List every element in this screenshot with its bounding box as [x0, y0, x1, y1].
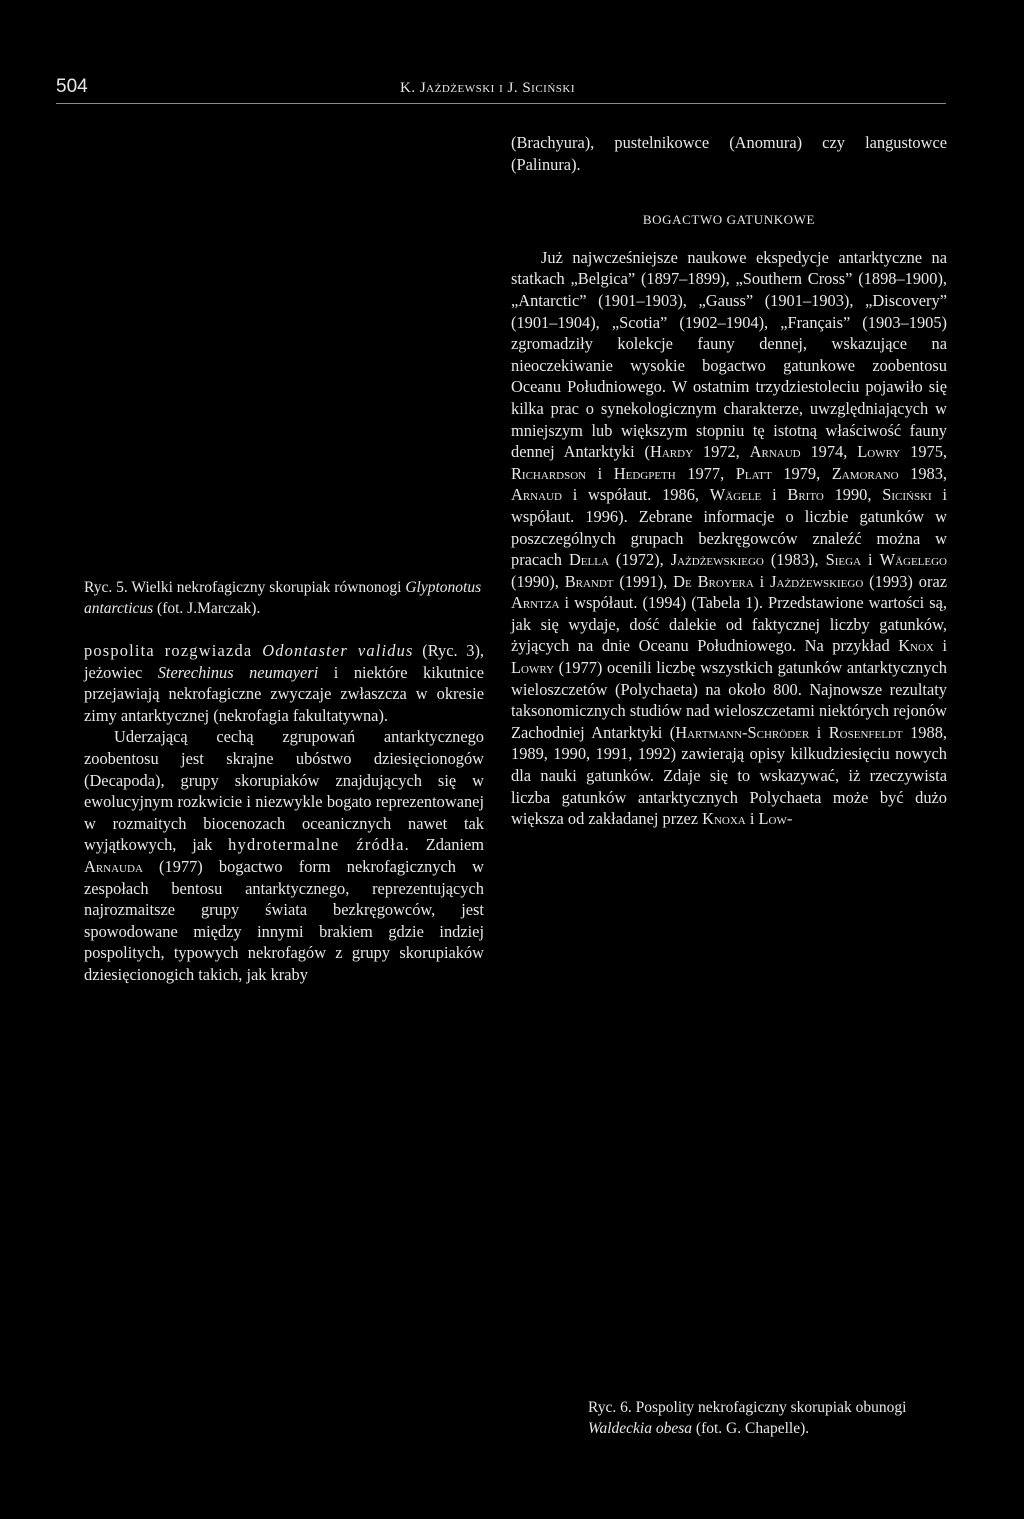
species-name: Glyptonotus antarcticus	[84, 579, 482, 617]
author-name: Lowry	[857, 442, 901, 462]
text-run: i współaut. 1996). Zebrane informacje o liczbie gatunków w poszczególnych grupach bezkręgowców znaleźć można w pracach	[511, 485, 948, 570]
text-run: 1972,	[693, 442, 750, 462]
species-name: Odontaster validus	[262, 641, 414, 660]
text-run: (1977) bogactwo form nekrofagicznych w zespołach bentosu antarktycznego, reprezentujących najrozmaitsze grupy świata bezkręgowców, jest spowodowane między innymi brakiem gdzie indziej pospolitych, typowych nekrofagów z grupy skorupiaków dziesięcionogich takich, jak kraby	[84, 856, 484, 984]
author-name: Knoxa	[702, 809, 746, 829]
author-name: Wägelego	[879, 550, 947, 570]
text-run: i	[933, 636, 947, 656]
photo-credit: (fot. G. Chapelle).	[692, 1420, 810, 1437]
author-name: Hartmann-Schröder	[675, 722, 810, 742]
paragraph	[84, 640, 484, 726]
text-run: 1979,	[771, 463, 832, 483]
author-name: Arntza	[511, 593, 560, 613]
page-number: 504	[56, 76, 88, 97]
text-run: 1975,	[900, 442, 948, 462]
species-name: Waldeckia obesa	[588, 1420, 693, 1437]
text-run: Już najwcześniejsze naukowe ekspedycje antarktyczne na statkach „Belgica” (1897–1899), „Southern Cross” (1898–1900), „Antarctic” (1901–1903), „Gauss” (1901–1903), „Discovery” (1901–1904), „Scotia” (1902–1904), „Français” (1903–1905) zgromadziły kolekcje fauny dennej, wskazujące na nieoczekiwanie wysokie bogactwo gatunkowe zoobentosu Oceanu Południowego. W ostatnim trzydziestoleciu pojawiło się kilka prac o synekologicznym charakterze, uwzględniających w mniejszym lub większym stopniu tę istotną właściwość fauny dennej Antarktyki (	[511, 247, 947, 462]
text-run: (1983),	[763, 550, 826, 570]
text-run: (1990),	[511, 571, 565, 591]
text-run: (Ryc. 3), jeżowiec	[84, 641, 485, 682]
author-name: Low-	[758, 809, 793, 829]
text-run: i	[761, 485, 788, 505]
author-name: Jażdżewskiego	[770, 571, 864, 591]
text-run: 1974,	[800, 442, 858, 462]
author-name: Siega	[825, 550, 862, 570]
author-name: Richardson	[511, 463, 587, 483]
author-name: Arnauda	[84, 856, 143, 876]
text-run: Uderzającą cechą zgrupowań antarktycznego zoobentosu jest skrajne ubóstwo dziesięcionogów (Decapoda), grupy skorupiaków znajdujących się w ewolucyjnym rozkwicie i niezwykle bogato reprezentowanej w rozmaitych biocenozach oceanicznych nawet tak wyjątkowych, jak	[84, 727, 484, 855]
author-name: Knox	[898, 636, 934, 656]
author-name: Platt	[735, 463, 772, 483]
figure-label: Ryc. 6.	[588, 1399, 632, 1416]
text-run: (1977) ocenili liczbę wszystkich gatunków antarktycznych wieloszczetów (Polychaeta) na około 800. Najnowsze rezultaty taksonomicznych studiów nad wieloszczetami niektórych rejonów Zachodniej Antarktyki (	[511, 658, 947, 742]
species-name: Sterechinus neumayeri	[157, 662, 319, 682]
author-name: Siciński	[882, 485, 932, 505]
text-run: i	[753, 571, 771, 591]
author-name: Jażdżewskiego	[670, 550, 764, 570]
paragraph: (Brachyura), pustelnikowce (Anomura) czy langustowce (Palinura).	[511, 133, 947, 174]
left-column	[84, 640, 484, 986]
paragraph	[84, 726, 484, 985]
right-column	[511, 132, 947, 830]
text-run: (1991),	[613, 571, 674, 591]
running-head: K. Jażdżewski i J. Siciński	[400, 80, 575, 96]
header-rule	[56, 103, 946, 104]
author-name: Hedgpeth	[613, 463, 676, 483]
text-run: i	[861, 550, 880, 570]
author-name: Hardy	[650, 442, 694, 462]
photo-credit: (fot. J.Marczak).	[153, 600, 261, 617]
text-run: 1988, 1989, 1990, 1991, 1992) zawierają opisy kilkudziesięciu nowych dla nauki gatunków. Zdaje się to wskazywać, iż rzeczywista liczba gatunków antarktycznych Polychaeta może być dużo większa od zakładanej przez	[511, 722, 947, 829]
caption-text: Pospolity nekrofagiczny skorupiak obunogi	[631, 1399, 907, 1416]
text-run: Zdaniem	[409, 835, 484, 855]
text-run: i niektóre kikutnice przejawiają nekrofagiczne zwyczaje zwłaszcza w okresie zimy antarktycznej (nekrofagia fakultatywna).	[84, 662, 485, 725]
author-name: Lowry	[511, 658, 555, 678]
text-run: 1983,	[898, 463, 948, 483]
text-run: pospolita rozgwiazda	[84, 641, 263, 660]
figure-6-caption	[588, 1397, 968, 1439]
author-name: Arnaud	[749, 442, 801, 462]
author-name: Rosenfeldt	[828, 722, 903, 742]
text-run: i	[586, 463, 614, 483]
figure-5-caption	[84, 577, 489, 619]
text-run: (1972),	[608, 550, 671, 570]
figure-label: Ryc. 5.	[84, 579, 128, 596]
text-run: 1977,	[675, 463, 736, 483]
text-run: 1990,	[823, 485, 883, 505]
author-name: De Broyera	[673, 571, 754, 591]
author-name: Della	[568, 550, 609, 570]
text-run: i współaut. 1986,	[561, 485, 710, 505]
author-name: Brito	[787, 485, 824, 505]
section-heading: BOGACTWO GATUNKOWE	[642, 212, 816, 228]
author-name: Brandt	[564, 571, 614, 591]
caption-text: Wielki nekrofagiczny skorupiak równonogi	[127, 579, 406, 596]
text-run: i współaut. (1994) (Tabela 1). Przedstawione wartości są, jak się wydaje, dość dalekie od faktycznej liczby gatunków, żyjących na dnie Oceanu Południowego. Na przykład	[511, 593, 947, 656]
author-name: Wägele	[709, 485, 762, 505]
text-run: i	[809, 722, 829, 742]
text-run: (1993) oraz	[863, 571, 947, 591]
text-run: i	[745, 809, 759, 829]
author-name: Arnaud	[511, 485, 562, 505]
text-run: hydrotermalne źródła.	[228, 835, 410, 855]
author-name: Zamorano	[831, 463, 899, 483]
paragraph	[511, 247, 947, 830]
